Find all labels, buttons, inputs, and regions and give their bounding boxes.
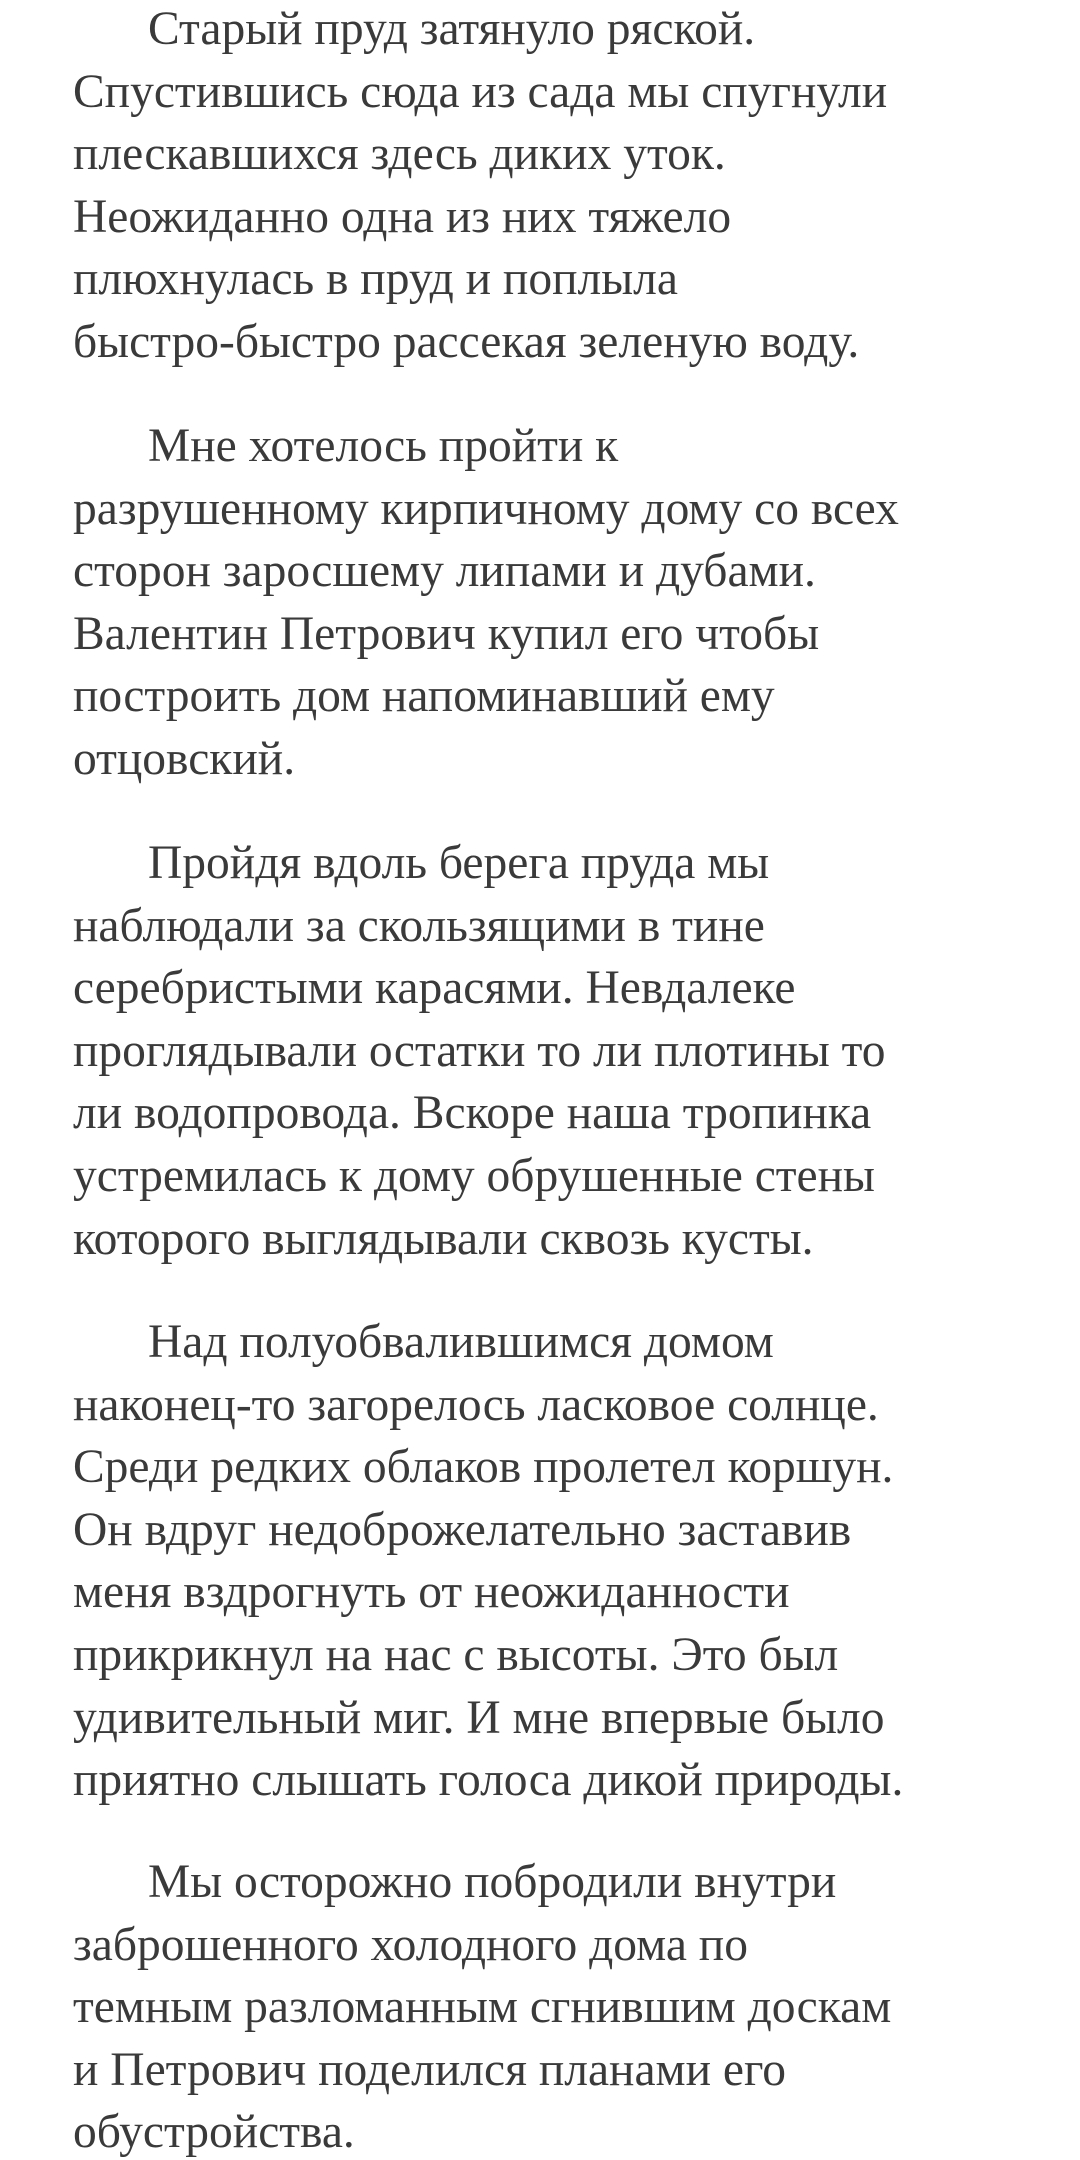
paragraph-5: [73, 1851, 1023, 2160]
paragraph-line: Спустившись сюда из сада мы спугнули: [73, 65, 888, 118]
paragraph-line: наблюдали за скользящими в тине: [73, 899, 765, 952]
paragraph-line: Пройдя вдоль берега пруда мы: [148, 837, 770, 889]
paragraph-line: обустройства.: [73, 2106, 355, 2159]
paragraph-line: разрушенному кирпичному дому со всех: [73, 482, 899, 535]
paragraph-line: наконец-то загорелось ласковое солнце.: [73, 1378, 879, 1431]
paragraph-line: проглядывали остатки то ли плотины то: [73, 1024, 886, 1077]
paragraph-line: меня вздрогнуть от неожиданности: [73, 1566, 790, 1619]
paragraph-line: Он вдруг недоброжелательно заставив: [73, 1503, 852, 1556]
paragraph-line: Мы осторожно побродили внутри: [148, 1856, 837, 1908]
paragraph-line: Мне хотелось пройти к: [148, 420, 619, 472]
paragraph-line: заброшенного холодного дома по: [73, 1918, 748, 1971]
paragraph-line: приятно слышать голоса дикой природы.: [73, 1754, 904, 1807]
paragraph-line: Среди редких облаков пролетел коршун.: [73, 1441, 894, 1494]
paragraph-line: удивительный миг. И мне впервые было: [73, 1691, 885, 1744]
paragraph-line: Валентин Петрович купил его чтобы: [73, 607, 820, 660]
paragraph-4: [73, 1311, 1023, 1812]
paragraph-line: плюхнулась в пруд и поплыла: [73, 253, 678, 306]
paragraph-line: сторон заросшему липами и дубами.: [73, 545, 816, 598]
paragraph-line: быстро-быстро рассекая зеленую воду.: [73, 315, 860, 368]
paragraph-2: [73, 415, 1023, 791]
paragraph-line: построить дом напоминавший ему: [73, 670, 775, 723]
paragraph-line: серебристыми карасями. Невдалеке: [73, 962, 796, 1015]
paragraph-line: Над полуобвалившимся домом: [148, 1316, 774, 1368]
paragraph-line: устремилась к дому обрушенные стены: [73, 1149, 875, 1202]
paragraph-line: темным разломанным сгнившим доскам: [73, 1981, 892, 2034]
paragraph-line: Неожиданно одна из них тяжело: [73, 190, 732, 243]
paragraph-line: которого выглядывали сквозь кусты.: [73, 1212, 814, 1265]
paragraph-line: ли водопровода. Вскоре наша тропинка: [73, 1087, 872, 1140]
paragraph-3: [73, 832, 1023, 1270]
paragraph-line: плескавшихся здесь диких уток.: [73, 128, 726, 181]
paragraph-line: прикрикнул на нас с высоты. Это был: [73, 1628, 839, 1681]
paragraph-1: [73, 0, 1023, 374]
paragraph-line: Старый пруд затянуло ряской.: [148, 3, 756, 55]
paragraph-line: и Петрович поделился планами его: [73, 2043, 787, 2096]
paragraph-line: отцовский.: [73, 732, 296, 785]
